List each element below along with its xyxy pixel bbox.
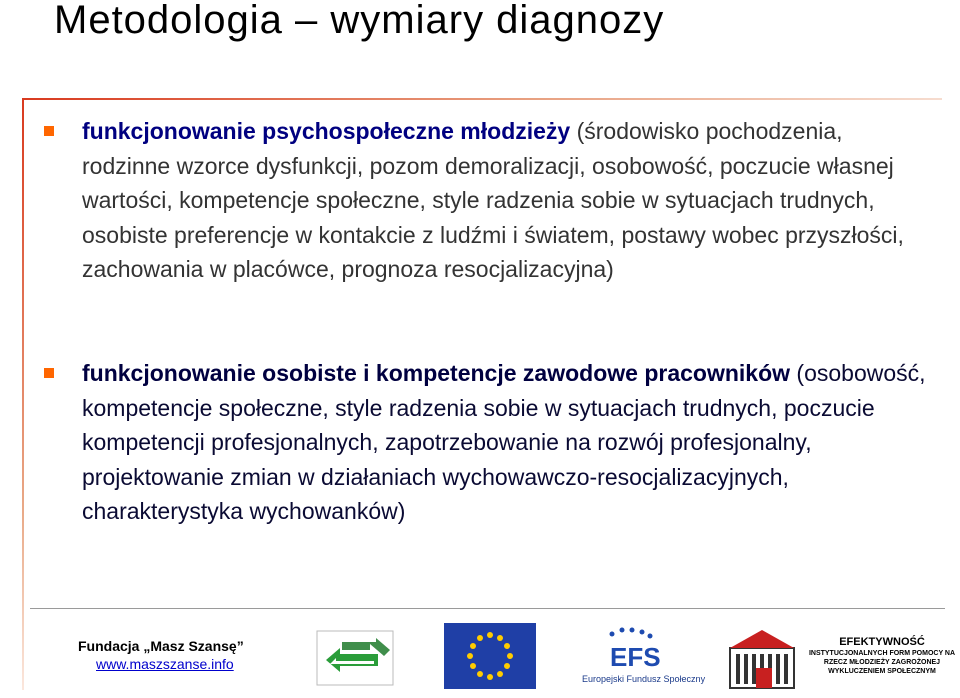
bullet-item-lead: funkcjonowanie psychospołeczne młodzieży xyxy=(82,118,571,144)
arrows-logo-icon xyxy=(316,630,394,686)
bullet-item-youth xyxy=(82,114,932,287)
slide-title: Metodologia – wymiary diagnozy xyxy=(54,0,665,42)
efs-logo-icon xyxy=(600,626,680,672)
footer-url-link[interactable]: www.maszszanse.info xyxy=(96,656,234,672)
frame-left-line xyxy=(22,98,24,690)
bullet-item-text: (osobowość, kompetencje społeczne, style radzenia sobie w sytuacjach trudnych, poczucie kompetencji profesjonalnych, zapotrzebowanie na rozwój profesjonalny, projektowanie zmian w działaniach wychowawczo-resocjalizacyjnych, charakterystyka wychowanków) xyxy=(82,360,926,524)
efficiency-subtitle: INSTYTUCJONALNYCH FORM POMOCY NA RZECZ MŁODZIEŻY ZAGROŻONEJ WYKLUCZENIEM SPOŁECZNYM xyxy=(808,650,956,675)
footer-divider xyxy=(30,608,945,609)
bullet-item-lead: funkcjonowanie osobiste i kompetencje zawodowe pracowników xyxy=(82,360,791,386)
bullet-item-text: (środowisko pochodzenia, rodzinne wzorce dysfunkcji, pozom demoralizacji, osobowość, poczucie własnej wartości, kompetencje społeczne, style radzenia sobie w sytuacjach trudnych, osobiste preferencje w kontakcie z ludźmi i światem, postawy wobec przyszłości, zachowania w placówce, prognoza resocjalizacyjna) xyxy=(82,118,904,282)
efficiency-title: EFEKTYWNOŚĆ xyxy=(839,636,925,648)
efs-logo-text: EFS xyxy=(610,642,661,672)
frame-top-line xyxy=(22,98,942,100)
bullet-square-icon xyxy=(44,368,54,378)
efs-caption: Europejski Fundusz Społeczny xyxy=(582,674,706,684)
footer-org-name: Fundacja „Masz Szansę” xyxy=(78,638,244,654)
bullet-square-icon xyxy=(44,126,54,136)
building-logo-icon xyxy=(728,628,802,690)
eu-flag-icon xyxy=(444,623,536,689)
bullet-item-staff xyxy=(82,356,932,529)
efficiency-logo-text xyxy=(805,636,959,676)
